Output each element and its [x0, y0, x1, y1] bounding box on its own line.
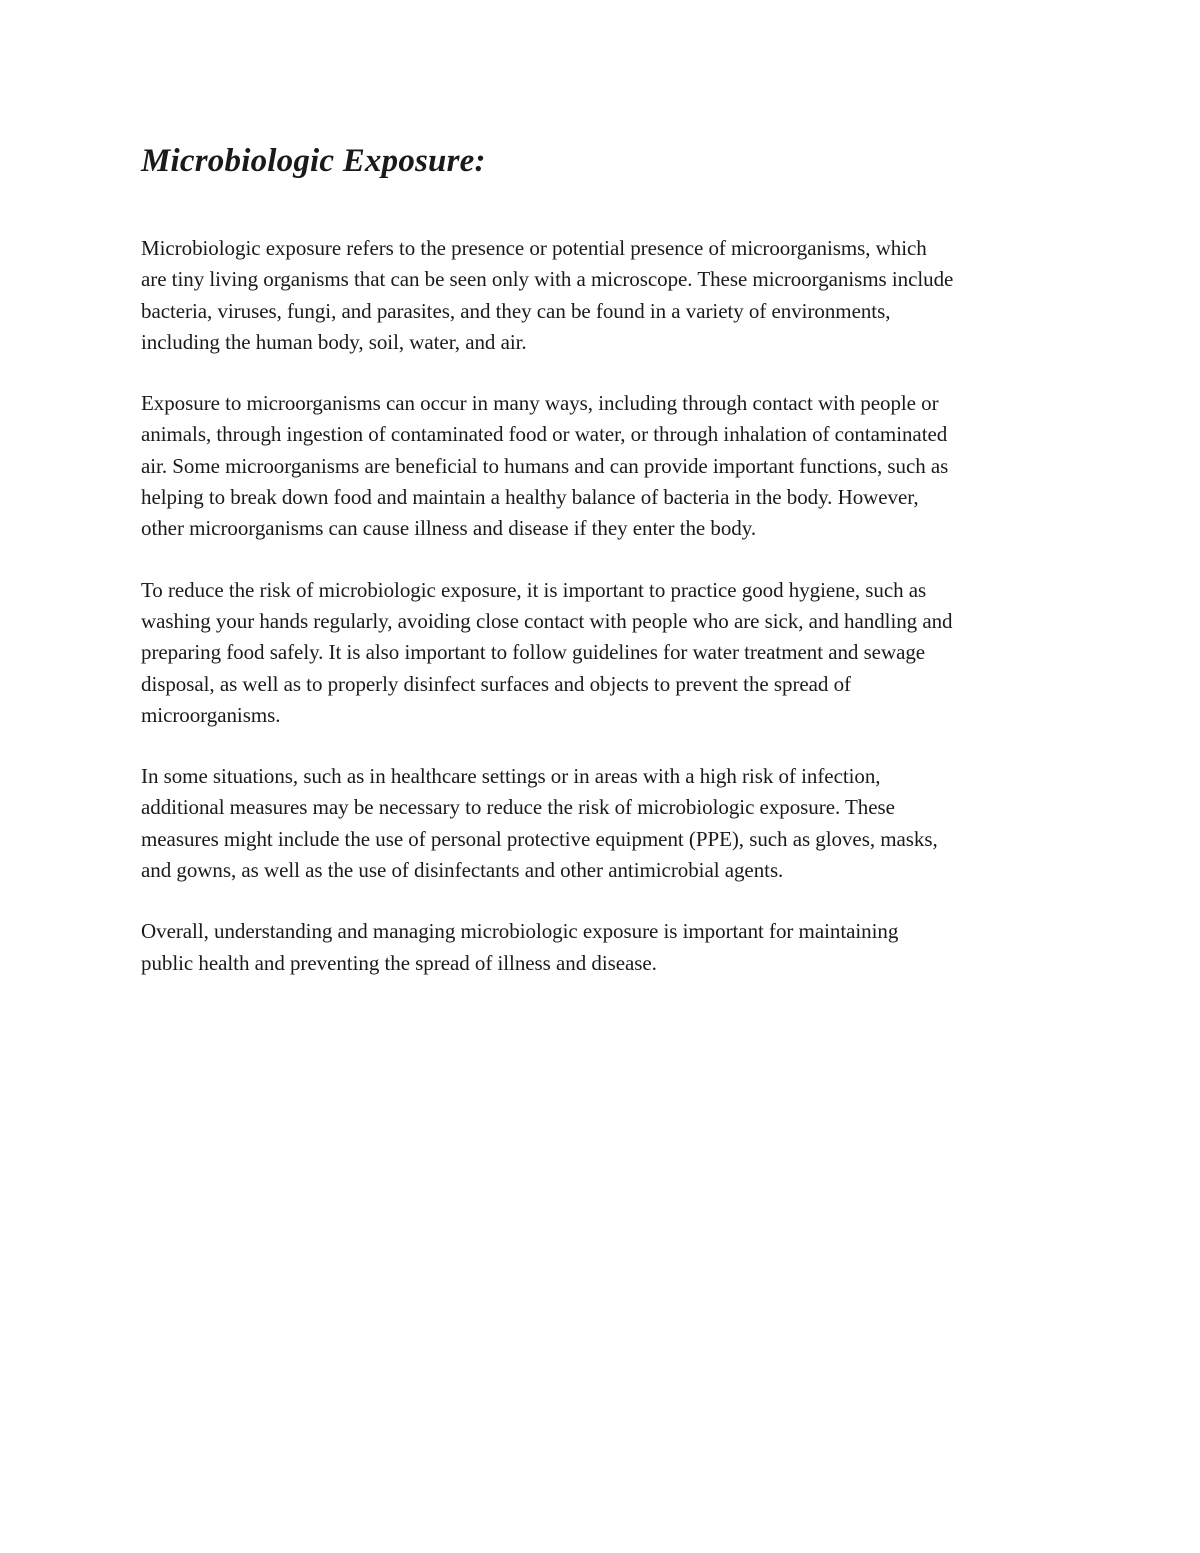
document-title: Microbiologic Exposure: — [141, 143, 486, 179]
paragraph-definition: Microbiologic exposure refers to the presence or potential presence of microorganisms, which are tiny living organisms that can be seen only with a microscope. These microorganisms include bacteria, viruses, fungi, and parasites, and they can be found in a variety of environments, including the human body, soil, water, and air. — [141, 236, 954, 354]
paragraph-additional-measures: In some situations, such as in healthcare settings or in areas with a high risk of infection, additional measures may be necessary to reduce the risk of microbiologic exposure. These measures might include the use of personal protective equipment (PPE), such as gloves, masks, and gowns, as well as the use of disinfectants and other antimicrobial agents. — [141, 764, 938, 883]
paragraph-risk-reduction: To reduce the risk of microbiologic exposure, it is important to practice good hygiene, such as washing your hands regularly, avoiding close contact with people who are sick, and handling and preparing food safely. It is also important to follow guidelines for water treatment and sewage disposal, as well as to properly disinfect surfaces and objects to prevent the spread of microorganisms. — [141, 577, 953, 727]
document-body — [141, 138, 1066, 1009]
paragraph-conclusion: Overall, understanding and managing microbiologic exposure is important for maintaining public health and preventing the spread of illness and disease. — [141, 919, 899, 975]
paragraph-exposure-routes: Exposure to microorganisms can occur in many ways, including through contact with people or animals, through ingestion of contaminated food or water, or through inhalation of contaminated air. Some microorganisms are beneficial to humans and can provide important functions, such as helping to break down food and maintain a healthy balance of bacteria in the body. However, other microorganisms can cause illness and disease if they enter the body. — [141, 391, 949, 541]
